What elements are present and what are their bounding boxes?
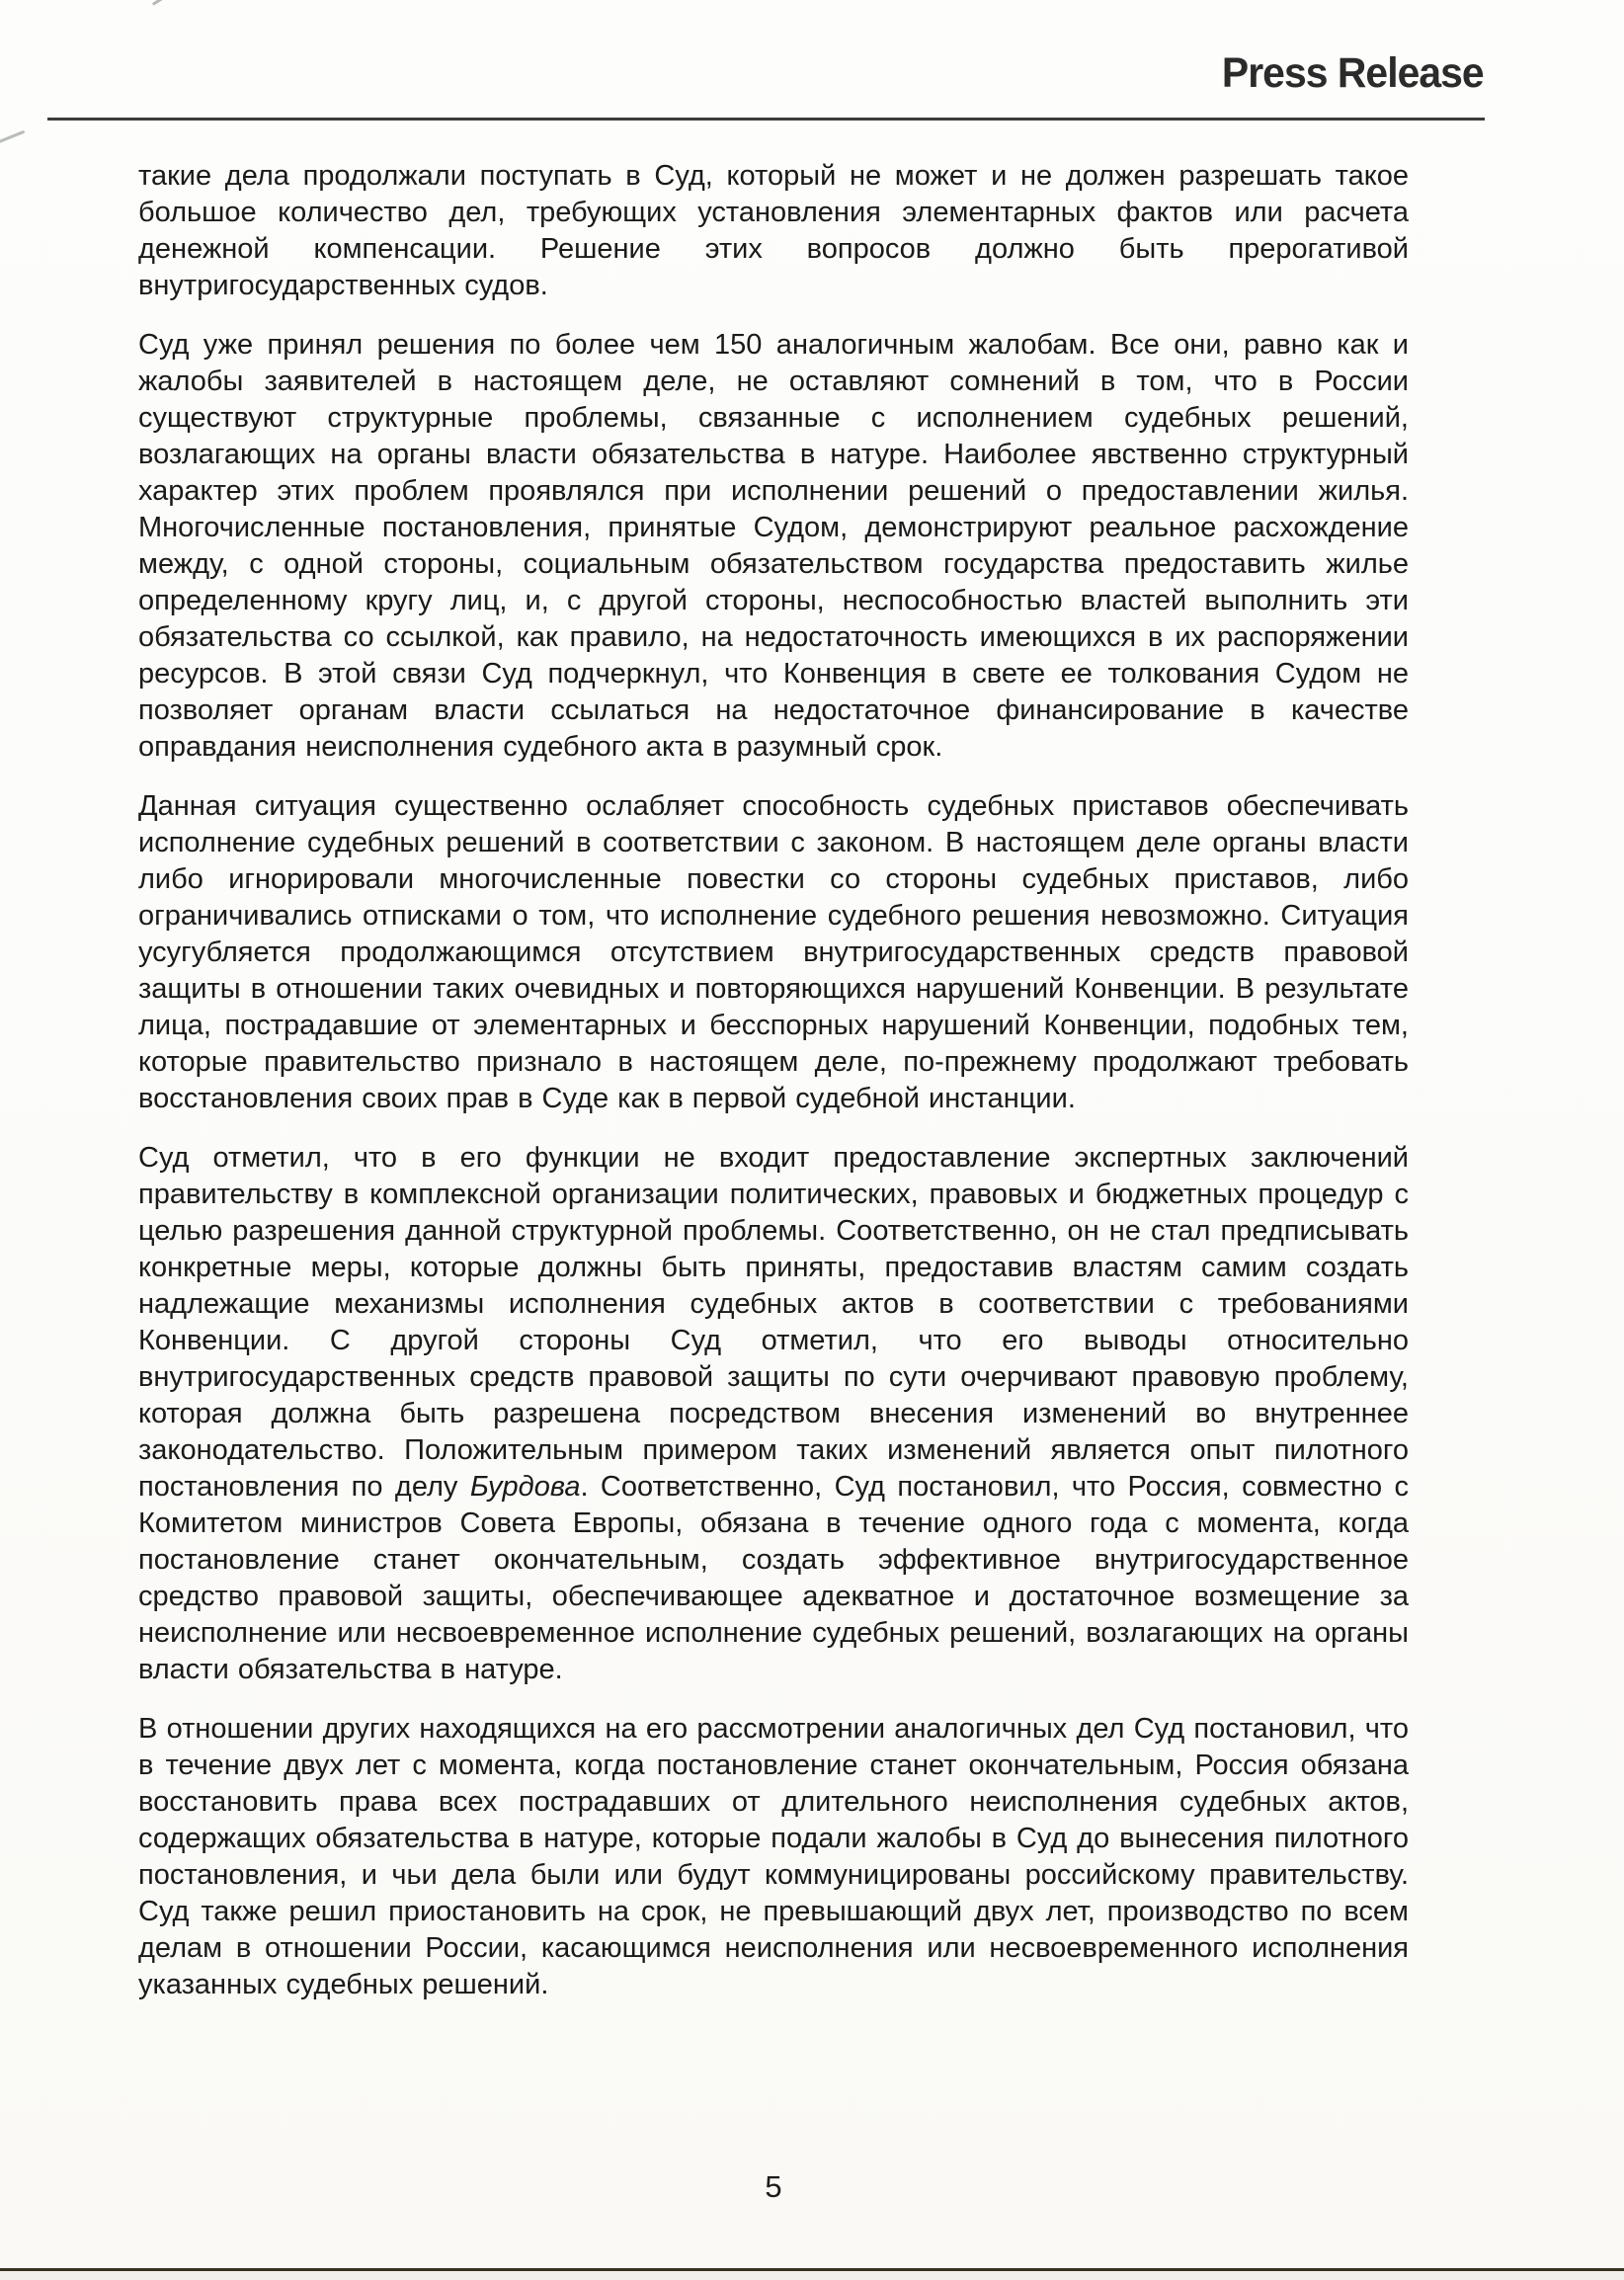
- paragraph-5-text: В отношении других находящихся на его рассмотрении аналогичных дел Суд постановил, что в течение двух лет с момента, когда постановление станет окончательным, Россия обязана восстановить права всех пострадавших от длительного неисполнения судебных актов, содержащих обязательства в натуре, которые подали жалобы в Суд до вынесения пилотного постановления, и чьи дела были или будут коммуницированы российскому правительству. Суд также решил приостановить на срок, не превышающий двух лет, производство по всем делам в отношении России, касающимся неисполнения или несвоевременного исполнения указанных судебных решений.: [138, 1713, 1409, 2000]
- paragraph-4-text-before-case-name: Суд отметил, что в его функции не входит предоставление экспертных заключений правительству в комплексной организации политических, правовых и бюджетных процедур с целью разрешения данной структурной проблемы. Соответственно, он не стал предписывать конкретные меры, которые должны быть приняты, предоставив властям самим создать надлежащие механизмы исполнения судебных актов в соответствии с требованиями Конвенции. С другой стороны Суд отметил, что его выводы относительно внутригосударственных средств правовой защиты по сути очерчивают правовую проблему, которая должна быть разрешена посредством внесения изменений во внутреннее законодательство. Положительным примером таких изменений является опыт пилотного постановления по делу: [138, 1142, 1409, 1503]
- paragraph-1: [138, 158, 1409, 304]
- paragraph-2-text: Суд уже принял решения по более чем 150 аналогичным жалобам. Все они, равно как и жалобы заявителей в настоящем деле, не оставляют сомнений в том, что в России существуют структурные проблемы, связанные с исполнением судебных решений, возлагающих на органы власти обязательства в натуре. Наиболее явственно структурный характер этих проблем проявлялся при исполнении решений о предоставлении жилья. Многочисленные постановления, принятые Судом, демонстрируют реальное расхождение между, с одной стороны, социальным обязательством государства предоставить жилье определенному кругу лиц, и, с другой стороны, неспособностью властей выполнить эти обязательства со ссылкой, как правило, на недостаточность имеющихся в их распоряжении ресурсов. В этой связи Суд подчеркнул, что Конвенция в свете ее толкования Судом не позволяет органам власти ссылаться на недостаточное финансирование в качестве оправдания неисполнения судебного акта в разумный срок.: [138, 329, 1409, 763]
- page-header-title: Press Release: [1222, 49, 1484, 97]
- scan-artifact-mark-icon: [152, 0, 182, 6]
- paragraph-2: [138, 327, 1409, 766]
- page-number: 5: [765, 2169, 782, 2204]
- paragraph-4: [138, 1140, 1409, 1688]
- scan-artifact-streak: [1513, 27, 1624, 246]
- paragraph-4-case-name-italic: Бурдова: [469, 1471, 581, 1503]
- scan-artifact-mark-icon: [0, 130, 25, 146]
- document-body: [138, 158, 1409, 2026]
- paragraph-5: [138, 1711, 1409, 2003]
- paragraph-3-text: Данная ситуация существенно ослабляет способность судебных приставов обеспечивать исполнение судебных решений в соответствии с законом. В настоящем деле органы власти либо игнорировали многочисленные повестки со стороны судебных приставов, либо ограничивались отписками о том, что исполнение судебного решения невозможно. Ситуация усугубляется продолжающимся отсутствием внутригосударственных средств правовой защиты в отношении таких очевидных и повторяющихся нарушений Конвенции. В результате лица, пострадавшие от элементарных и бесспорных нарушений Конвенции, подобных тем, которые правительство признало в настоящем деле, по-прежнему продолжают требовать восстановления своих прав в Суде как в первой судебной инстанции.: [138, 790, 1409, 1114]
- scan-edge-strip: [0, 2271, 1624, 2280]
- header-divider-rule: [47, 118, 1485, 121]
- paragraph-1-text: такие дела продолжали поступать в Суд, который не может и не должен разрешать такое большое количество дел, требующих установления элементарных фактов или расчета денежной компенсации. Решение этих вопросов должно быть прерогативой внутригосударственных судов.: [138, 160, 1409, 301]
- paragraph-4-text-after-case-name: . Соответственно, Суд постановил, что Россия, совместно с Комитетом министров Совета Европы, обязана в течение одного года с момента, когда постановление станет окончательным, создать эффективное внутригосударственное средство правовой защиты, обеспечивающее адекватное и достаточное возмещение за неисполнение или несвоевременное исполнение судебных решений, возлагающих на органы власти обязательства в натуре.: [138, 1471, 1409, 1685]
- paragraph-3: [138, 788, 1409, 1117]
